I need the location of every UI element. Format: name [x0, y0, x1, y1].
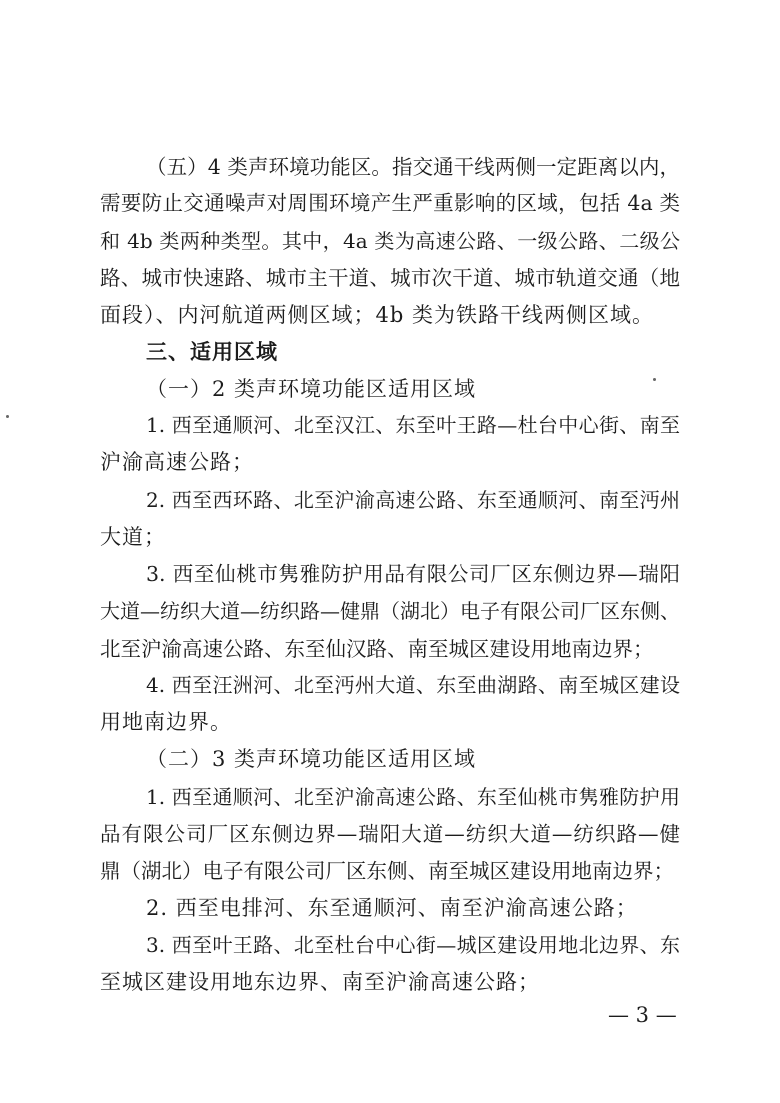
paragraph-5-line-4: 路、城市快速路、城市主干道、城市次干道、城市轨道交通（地	[100, 266, 680, 290]
paragraph-5-line-1: （五）4 类声环境功能区。指交通干线两侧一定距离以内，	[146, 155, 680, 179]
class-3-item-1-line-2: 品有限公司厂区东侧边界—瑞阳大道—纺织大道—纺织路—健	[100, 822, 680, 846]
page-number: — 3 —	[608, 1003, 677, 1027]
class-2-item-4-line-1: 4. 西至汪洲河、北至沔州大道、东至曲湖路、南至城区建设	[146, 673, 680, 697]
scan-speck	[6, 415, 9, 418]
class-2-item-3-line-3: 北至沪渝高速公路、东至仙汉路、南至城区建设用地南边界；	[100, 637, 654, 661]
class-2-item-2-line-1: 2. 西至西环路、北至沪渝高速公路、东至通顺河、南至沔州	[146, 488, 680, 512]
class-3-item-1-line-3: 鼎（湖北）电子有限公司厂区东侧、南至城区建设用地南边界；	[100, 859, 674, 883]
paragraph-5-line-3: 和 4b 类两种类型。其中，4a 类为高速公路、一级公路、二级公	[100, 229, 680, 253]
class-2-item-2-line-2: 大道；	[100, 525, 166, 549]
paragraph-5-line-5: 面段）、内河航道两侧区域；4b 类为铁路干线两侧区域。	[100, 303, 654, 327]
class-2-item-3-line-2: 大道—纺织大道—纺织路—健鼎（湖北）电子有限公司厂区东侧、	[100, 599, 680, 623]
paragraph-5-line-2: 需要防止交通噪声对周围环境产生严重影响的区域，包括 4a 类	[100, 191, 680, 215]
subsection-heading-class-2: （一）2 类声环境功能区适用区域	[146, 377, 477, 401]
class-3-item-3-line-1: 3. 西至叶王路、北至杜台中心街—城区建设用地北边界、东	[146, 933, 680, 957]
class-3-item-1-line-1: 1. 西至通顺河、北至沪渝高速公路、东至仙桃市隽雅防护用	[146, 785, 680, 809]
subsection-heading-class-3: （二）3 类声环境功能区适用区域	[146, 747, 477, 771]
scan-speck	[653, 378, 656, 381]
class-2-item-3-line-1: 3. 西至仙桃市隽雅防护用品有限公司厂区东侧边界—瑞阳	[146, 562, 680, 586]
class-2-item-1-line-2: 沪渝高速公路；	[100, 450, 254, 474]
class-3-item-3-line-2: 至城区建设用地东边界、南至沪渝高速公路；	[100, 970, 540, 994]
class-3-item-2: 2. 西至电排河、东至通顺河、南至沪渝高速公路；	[146, 896, 638, 920]
section-heading-applicable-area: 三、适用区域	[146, 340, 278, 364]
class-2-item-1-line-1: 1. 西至通顺河、北至汉江、东至叶王路—杜台中心街、南至	[146, 413, 680, 437]
class-2-item-4-line-2: 用地南边界。	[100, 710, 232, 734]
